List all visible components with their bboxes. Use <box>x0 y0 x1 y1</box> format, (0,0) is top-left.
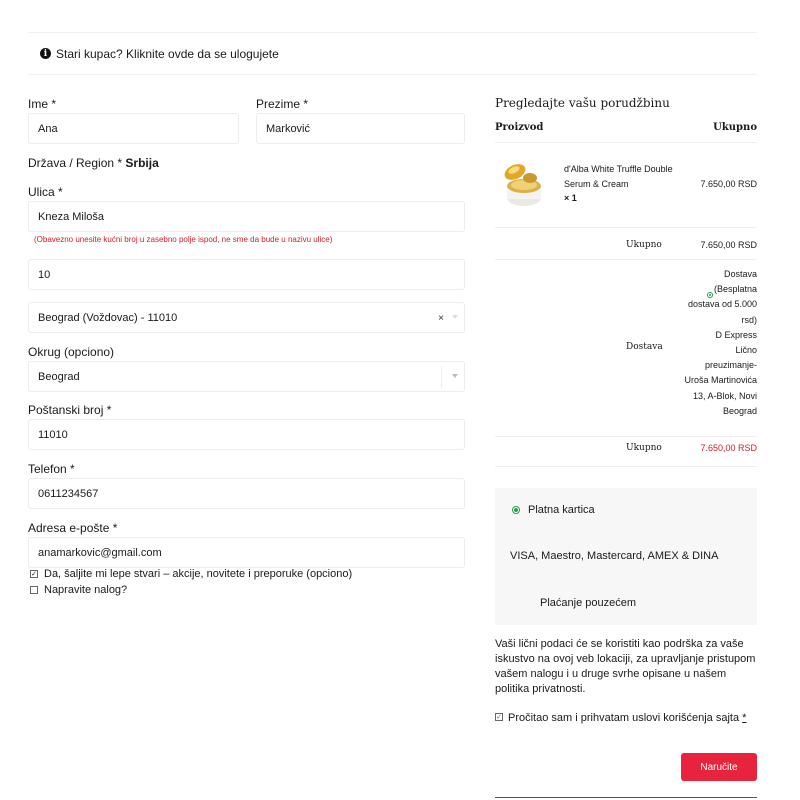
terms-label: Pročitao sam i prihvatam uslovi korišćenja sajta <box>508 712 740 724</box>
last-name-label: Prezime * <box>256 97 309 111</box>
city-select-value: Beograd (Voždovac) - 11010 <box>38 311 178 324</box>
checkbox-icon[interactable] <box>30 586 38 594</box>
shipping-line: (Besplatna <box>713 284 757 295</box>
subtotal-label: Ukupno <box>626 240 662 250</box>
shipping-line: 13, A-Blok, Novi <box>692 390 757 401</box>
checkbox-checked-icon[interactable]: ✓ <box>31 570 37 578</box>
place-order-button[interactable]: Naručite <box>681 753 757 781</box>
phone-input[interactable]: 0611234567 <box>28 478 465 509</box>
phone-label: Telefon * <box>28 462 75 476</box>
shipping-line[interactable]: D Express <box>715 329 757 340</box>
first-name-label: Ime * <box>28 97 57 111</box>
payment-methods <box>495 488 757 625</box>
newsletter-label: Da, šaljite mi lepe stvari – akcije, novitete i preporuke (opciono) <box>44 568 353 580</box>
product-price: 7.650,00 RSD <box>700 179 757 189</box>
shipping-line: preuzimanje- <box>704 360 757 371</box>
city-select[interactable] <box>28 302 465 333</box>
card-payment-description: VISA, Maestro, Mastercard, AMEX & DINA <box>510 550 719 562</box>
cash-on-delivery-label[interactable]: Plaćanje pouzećem <box>540 597 637 609</box>
divider <box>495 259 757 260</box>
order-review-title: Pregledajte vašu porudžbinu <box>495 96 670 110</box>
shipping-line: Dostava <box>723 269 757 279</box>
newsletter-checkbox-row[interactable] <box>30 568 352 580</box>
total-value: 7.650,00 RSD <box>700 443 757 453</box>
email-label: Adresa e-pošte * <box>28 521 118 535</box>
house-number-input[interactable]: 10 <box>28 259 465 290</box>
last-name-input[interactable]: Marković <box>256 113 465 144</box>
required-marker: * <box>742 712 747 724</box>
divider <box>495 227 757 228</box>
street-input[interactable]: Kneza Miloša <box>28 201 465 232</box>
district-select[interactable] <box>28 361 465 392</box>
privacy-text: Vaši lični podaci će se koristiti kao podrška za vaše iskustvo na ovoj veb lokaciji, za upravljanje pristupom vašem nalogu i u druge svrhe opisane u našem politika privatnosti. <box>495 638 756 695</box>
shipping-line[interactable]: Lično <box>735 345 757 356</box>
shipping-radio[interactable] <box>707 292 713 298</box>
first-name-input[interactable]: Ana <box>28 113 239 144</box>
postcode-input[interactable]: 11010 <box>28 419 465 450</box>
checkbox-checked-icon[interactable]: ✓ <box>496 713 502 721</box>
country-row <box>28 156 159 170</box>
district-select-value: Beograd <box>38 370 80 383</box>
divider <box>495 436 757 437</box>
product-column-header: Proizvod <box>495 122 544 133</box>
shipping-line: Uroša Martinovića <box>684 375 757 386</box>
postcode-label: Poštanski broj * <box>28 403 112 417</box>
subtotal-value: 7.650,00 RSD <box>700 240 757 250</box>
district-label: Okrug (opciono) <box>28 345 115 359</box>
shipping-line: Beograd <box>722 405 757 416</box>
product-thumbnail <box>500 158 544 210</box>
info-icon: i <box>40 48 51 59</box>
country-label: Država / Region * <box>28 156 123 170</box>
street-hint: (Obavezno unesite kućni broj u zasebno polje ispod, ne sme da bude u nazivu ulice) <box>34 235 333 244</box>
divider <box>495 142 757 143</box>
street-label: Ulica * <box>28 185 63 199</box>
card-payment-label[interactable]: Platna kartica <box>528 504 595 516</box>
returning-customer-notice[interactable] <box>28 32 757 75</box>
product-quantity: × 1 <box>564 193 577 203</box>
divider <box>495 797 757 798</box>
notice-text[interactable]: Stari kupac? Kliknite ovde da se ulogujete <box>56 46 279 61</box>
country-value: Srbija <box>125 156 159 170</box>
chevron-down-icon <box>452 374 458 378</box>
shipping-label: Dostava <box>626 342 663 352</box>
clear-icon[interactable]: × <box>438 313 444 324</box>
select-divider <box>441 366 442 388</box>
product-name: d'Alba White Truffle Double Serum & Cream <box>564 164 673 189</box>
terms-checkbox-row[interactable] <box>495 711 757 726</box>
total-label: Ukupno <box>626 443 662 453</box>
chevron-down-icon <box>452 315 458 319</box>
email-input[interactable]: anamarkovic@gmail.com <box>28 537 465 568</box>
shipping-options <box>668 267 757 419</box>
shipping-line: rsd) <box>741 314 757 325</box>
total-column-header: Ukupno <box>713 122 757 133</box>
divider <box>495 466 757 467</box>
shipping-line: dostava od 5.000 <box>687 299 757 310</box>
create-account-checkbox-row[interactable] <box>30 584 127 596</box>
card-payment-radio[interactable] <box>512 506 520 514</box>
create-account-label: Napravite nalog? <box>44 584 128 596</box>
